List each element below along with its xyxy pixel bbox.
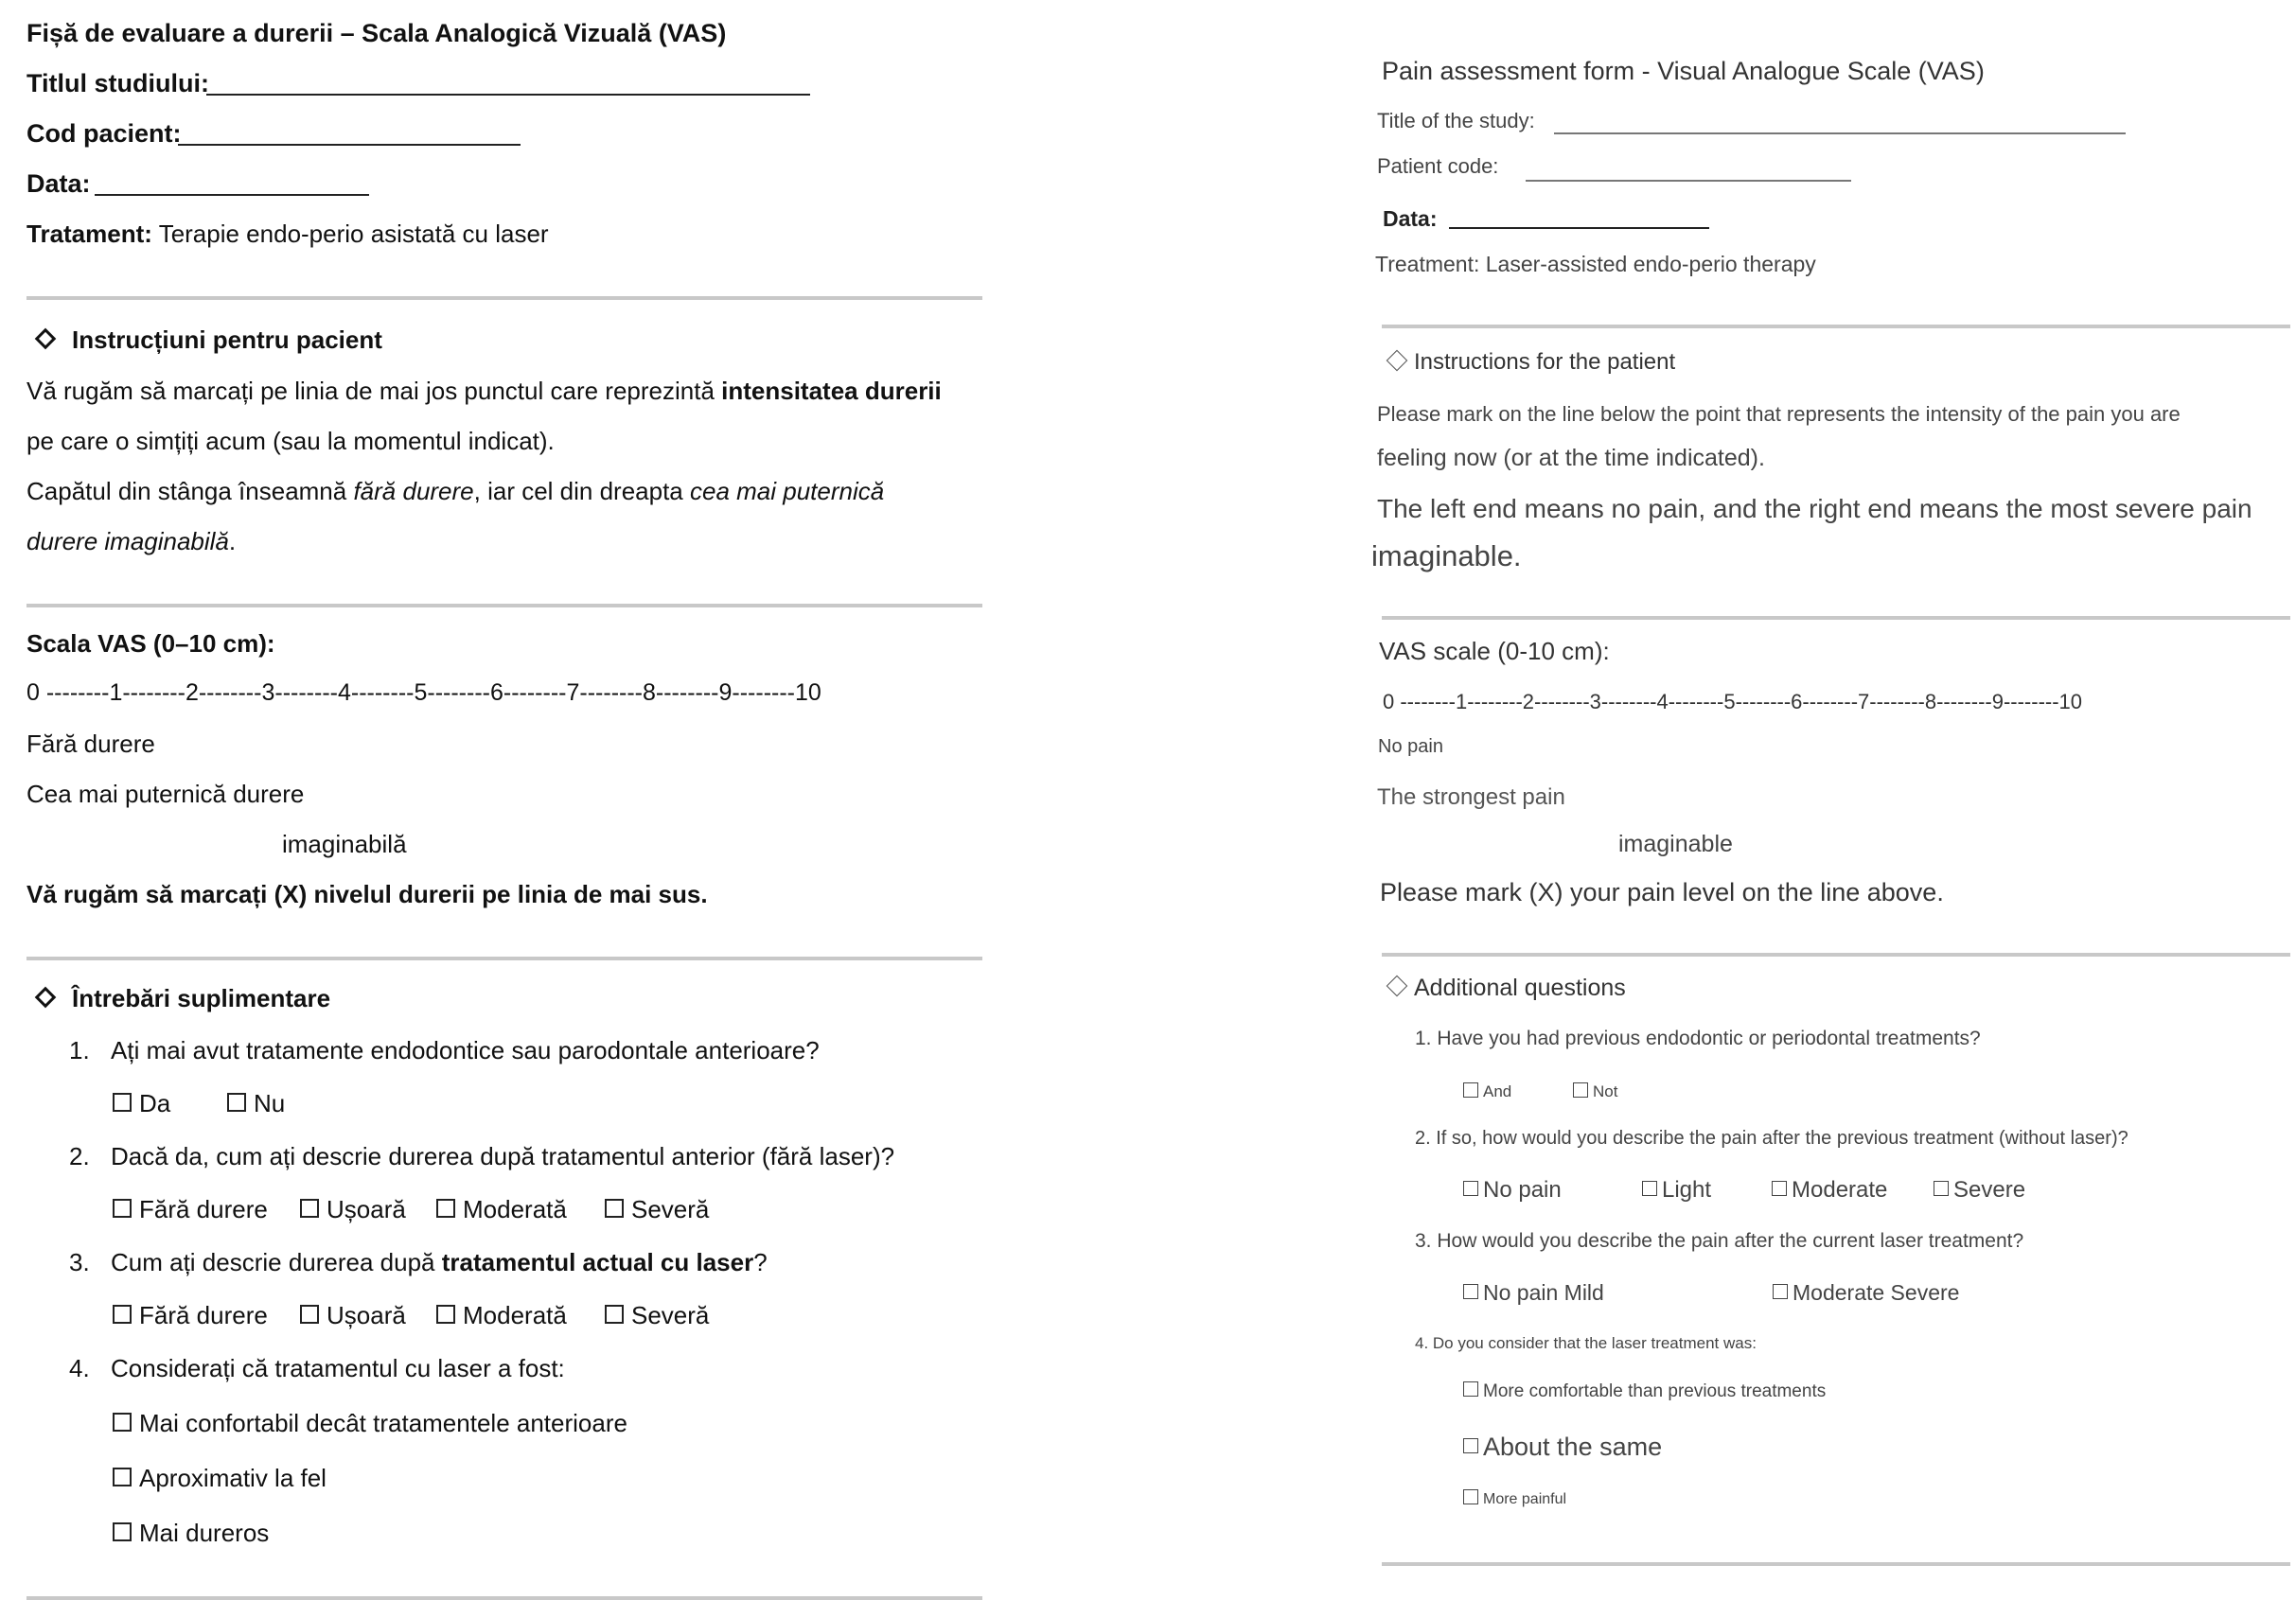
left-q1-opt-1[interactable] <box>113 1089 170 1118</box>
right-divider-4 <box>1382 1562 2290 1566</box>
left-additional-heading <box>38 984 330 1013</box>
right-instr-line-1: Please mark on the line below the point that represents the intensity of the pain you are <box>1377 402 2181 426</box>
left-q1-opt-2-label: Nu <box>254 1089 286 1117</box>
checkbox-icon[interactable] <box>300 1199 319 1218</box>
checkbox-icon[interactable] <box>1772 1181 1787 1196</box>
checkbox-icon[interactable] <box>436 1199 455 1218</box>
right-q2-opt-4-label: Severe <box>1953 1177 2026 1203</box>
checkbox-icon[interactable] <box>113 1468 132 1486</box>
left-instructions-heading-text: Instrucțiuni pentru pacient <box>72 325 382 354</box>
left-treatment <box>26 220 549 249</box>
left-mark-instruction: Vă rugăm să marcați (X) nivelul durerii pe linia de mai sus. <box>26 880 708 908</box>
right-additional-heading <box>1389 975 1626 1002</box>
left-q2-number: 2. <box>69 1142 90 1170</box>
left-instr-1a: Vă rugăm să marcați pe linia de mai jos punctul care reprezintă <box>26 377 722 405</box>
right-instructions-heading-text: Instructions for the patient <box>1414 349 1676 375</box>
checkbox-icon[interactable] <box>605 1199 624 1218</box>
left-q3-text <box>111 1248 768 1277</box>
left-instr-3b: fără durere <box>353 477 474 505</box>
right-patient-code-label: Patient code: <box>1377 154 1499 178</box>
checkbox-icon[interactable] <box>436 1305 455 1324</box>
left-instr-3d: cea mai puternică <box>690 477 885 505</box>
right-q4-opt-2[interactable] <box>1463 1433 1662 1462</box>
left-treatment-label: Tratament: <box>26 220 152 248</box>
left-q3-opt-4[interactable] <box>605 1301 709 1330</box>
left-q4-opt-1-label: Mai confortabil decât tratamentele anterioare <box>139 1409 627 1437</box>
right-q4-text: 4. Do you consider that the laser treatment was: <box>1415 1334 1757 1352</box>
left-q4-text: Considerați că tratamentul cu laser a fost: <box>111 1354 565 1382</box>
left-instr-4a: durere imaginabilă <box>26 527 229 555</box>
left-study-title-label: Titlul studiului: <box>26 69 209 97</box>
left-q3-opt-2[interactable] <box>300 1301 406 1330</box>
left-vas-heading: Scala VAS (0–10 cm): <box>26 629 275 658</box>
left-q3-a: Cum ați descrie durerea după <box>111 1248 442 1276</box>
left-q2-text: Dacă da, cum ați descrie durerea după tratamentul anterior (fără laser)? <box>111 1142 895 1170</box>
right-q3-opt-1-label: No pain Mild <box>1483 1280 1604 1305</box>
right-instr-line-3: The left end means no pain, and the right end means the most severe pain <box>1377 494 2252 523</box>
right-q2-opt-3[interactable] <box>1772 1177 1887 1204</box>
left-instr-line-3 <box>26 477 884 506</box>
left-vas-scale[interactable]: 0 --------1--------2--------3--------4--------5--------6--------7--------8--------9--------10 <box>26 679 821 706</box>
left-strongest-label-2: imaginabilă <box>282 830 407 858</box>
right-instr-line-2: feeling now (or at the time indicated). <box>1377 445 1765 471</box>
left-q1-text: Ați mai avut tratamente endodontice sau parodontale anterioare? <box>111 1036 820 1064</box>
left-instr-line-1 <box>26 377 942 406</box>
left-q3-number: 3. <box>69 1248 90 1276</box>
right-q4-opt-3-label: More painful <box>1483 1491 1567 1507</box>
left-date-field[interactable] <box>95 194 369 196</box>
left-q1-opt-2[interactable] <box>227 1089 285 1118</box>
checkbox-icon[interactable] <box>1642 1181 1657 1196</box>
right-strongest-label-2: imaginable <box>1618 831 1733 857</box>
left-q3-b: tratamentul actual cu laser <box>441 1248 754 1276</box>
left-q3-opt-4-label: Severă <box>631 1301 710 1329</box>
right-divider-3 <box>1382 953 2290 957</box>
left-instr-3a: Capătul din stânga înseamnă <box>26 477 354 505</box>
checkbox-icon[interactable] <box>1463 1489 1478 1504</box>
left-q4-opt-2[interactable] <box>113 1464 327 1493</box>
right-treatment: Treatment: Laser-assisted endo-perio therapy <box>1375 252 1816 276</box>
right-q3-text: 3. How would you describe the pain after the current laser treatment? <box>1415 1230 2024 1252</box>
right-title: Pain assessment form - Visual Analogue Scale (VAS) <box>1382 57 1985 85</box>
left-additional-heading-text: Întrebări suplimentare <box>72 984 331 1012</box>
left-q2-opt-3-label: Moderată <box>463 1195 567 1223</box>
checkbox-icon[interactable] <box>113 1413 132 1432</box>
checkbox-icon[interactable] <box>1573 1082 1588 1098</box>
right-q3-opt-1[interactable] <box>1463 1280 1604 1306</box>
checkbox-icon[interactable] <box>113 1305 132 1324</box>
left-instr-3c: , iar cel din dreapta <box>473 477 690 505</box>
left-treatment-value: Terapie endo-perio asistată cu laser <box>158 220 549 248</box>
left-q3-opt-3[interactable] <box>436 1301 567 1330</box>
right-divider-2 <box>1382 616 2290 620</box>
left-q4-number: 4. <box>69 1354 90 1382</box>
left-q2-opt-1-label: Fără durere <box>139 1195 268 1223</box>
left-divider-3 <box>26 957 982 960</box>
right-q2-opt-1[interactable] <box>1463 1177 1562 1204</box>
checkbox-icon[interactable] <box>300 1305 319 1324</box>
right-date-field[interactable] <box>1449 227 1709 229</box>
left-q2-opt-4[interactable] <box>605 1195 709 1224</box>
checkbox-icon[interactable] <box>113 1199 132 1218</box>
right-q4-opt-1[interactable] <box>1463 1381 1826 1402</box>
left-q3-opt-1-label: Fără durere <box>139 1301 268 1329</box>
right-q1-opt-2-label: Not <box>1593 1082 1618 1100</box>
left-strongest-label-1: Cea mai puternică durere <box>26 780 305 808</box>
right-vas-heading: VAS scale (0-10 cm): <box>1379 637 1610 665</box>
right-q2-opt-4[interactable] <box>1934 1177 2025 1204</box>
checkbox-icon[interactable] <box>227 1093 246 1112</box>
checkbox-icon[interactable] <box>605 1305 624 1324</box>
right-q2-opt-2[interactable] <box>1642 1177 1711 1204</box>
left-q3-opt-3-label: Moderată <box>463 1301 567 1329</box>
diamond-icon <box>35 987 57 1009</box>
checkbox-icon[interactable] <box>1463 1181 1478 1196</box>
right-instr-line-4: imaginable. <box>1371 539 1522 572</box>
left-no-pain-label: Fără durere <box>26 730 155 758</box>
left-q3-c: ? <box>753 1248 768 1276</box>
right-q4-opt-3[interactable] <box>1463 1491 1566 1508</box>
left-instructions-heading <box>38 325 382 355</box>
left-q4-opt-2-label: Aproximativ la fel <box>139 1464 327 1492</box>
checkbox-icon[interactable] <box>113 1093 132 1112</box>
right-q1-text: 1. Have you had previous endodontic or periodontal treatments? <box>1415 1028 1981 1049</box>
right-q2-opt-2-label: Light <box>1662 1177 1712 1203</box>
left-instr-1b: intensitatea durerii <box>721 377 942 405</box>
left-q1-opt-1-label: Da <box>139 1089 171 1117</box>
right-q1-opt-1[interactable] <box>1463 1082 1511 1101</box>
left-q2-opt-4-label: Severă <box>631 1195 710 1223</box>
right-q4-opt-2-label: About the same <box>1483 1433 1663 1461</box>
diamond-icon <box>1386 349 1408 371</box>
checkbox-icon[interactable] <box>1463 1381 1478 1397</box>
checkbox-icon[interactable] <box>1463 1438 1478 1453</box>
right-study-title-label: Title of the study: <box>1377 109 1535 132</box>
checkbox-icon[interactable] <box>113 1522 132 1541</box>
left-instr-4b: . <box>228 527 237 555</box>
checkbox-icon[interactable] <box>1773 1284 1788 1299</box>
diamond-icon <box>35 328 57 350</box>
right-q3-opt-2[interactable] <box>1773 1280 1959 1306</box>
right-q2-text: 2. If so, how would you describe the pain after the previous treatment (without laser)? <box>1415 1128 2128 1149</box>
right-q1-opt-2[interactable] <box>1573 1082 1617 1101</box>
left-q2-opt-2[interactable] <box>300 1195 406 1224</box>
right-divider-1 <box>1382 325 2290 328</box>
left-divider-4 <box>26 1596 982 1600</box>
left-divider-2 <box>26 604 982 607</box>
right-q2-opt-1-label: No pain <box>1483 1177 1562 1203</box>
right-q4-opt-1-label: More comfortable than previous treatments <box>1483 1381 1827 1401</box>
left-patient-code-field[interactable] <box>178 144 521 146</box>
left-instr-line-2: pe care o simțiți acum (sau la momentul indicat). <box>26 427 555 455</box>
diamond-icon <box>1386 976 1408 997</box>
left-patient-code-label: Cod pacient: <box>26 119 182 148</box>
left-study-title-field[interactable] <box>206 94 810 96</box>
left-q3-opt-1[interactable] <box>113 1301 268 1330</box>
right-patient-code-field[interactable] <box>1526 180 1851 182</box>
checkbox-icon[interactable] <box>1463 1284 1478 1299</box>
left-title: Fișă de evaluare a durerii – Scala Analogică Vizuală (VAS) <box>26 19 727 47</box>
left-q2-opt-2-label: Ușoară <box>327 1195 406 1223</box>
right-mark-instruction: Please mark (X) your pain level on the line above. <box>1380 878 1944 906</box>
left-q2-opt-3[interactable] <box>436 1195 567 1224</box>
right-vas-scale[interactable]: 0 --------1--------2--------3--------4--------5--------6--------7--------8--------9--------10 <box>1383 690 2083 713</box>
right-strongest-label-1: The strongest pain <box>1377 784 1565 810</box>
right-q3-opt-2-label: Moderate Severe <box>1793 1280 1960 1305</box>
left-date-label: Data: <box>26 169 91 198</box>
left-q2-opt-1[interactable] <box>113 1195 268 1224</box>
left-instr-line-4 <box>26 527 236 556</box>
right-instructions-heading <box>1389 349 1675 376</box>
right-q1-opt-1-label: And <box>1483 1082 1512 1100</box>
left-q4-opt-3-label: Mai dureros <box>139 1519 270 1547</box>
left-q1-number: 1. <box>69 1036 90 1064</box>
right-no-pain-label: No pain <box>1378 736 1443 757</box>
right-q2-opt-3-label: Moderate <box>1792 1177 1888 1203</box>
checkbox-icon[interactable] <box>1934 1181 1949 1196</box>
left-divider-1 <box>26 296 982 300</box>
left-q4-opt-1[interactable] <box>113 1409 627 1438</box>
right-study-title-field[interactable] <box>1554 132 2126 134</box>
left-q4-opt-3[interactable] <box>113 1519 269 1548</box>
right-date-label: Data: <box>1383 206 1438 231</box>
checkbox-icon[interactable] <box>1463 1082 1478 1098</box>
right-additional-heading-text: Additional questions <box>1414 975 1626 1001</box>
left-q3-opt-2-label: Ușoară <box>327 1301 406 1329</box>
